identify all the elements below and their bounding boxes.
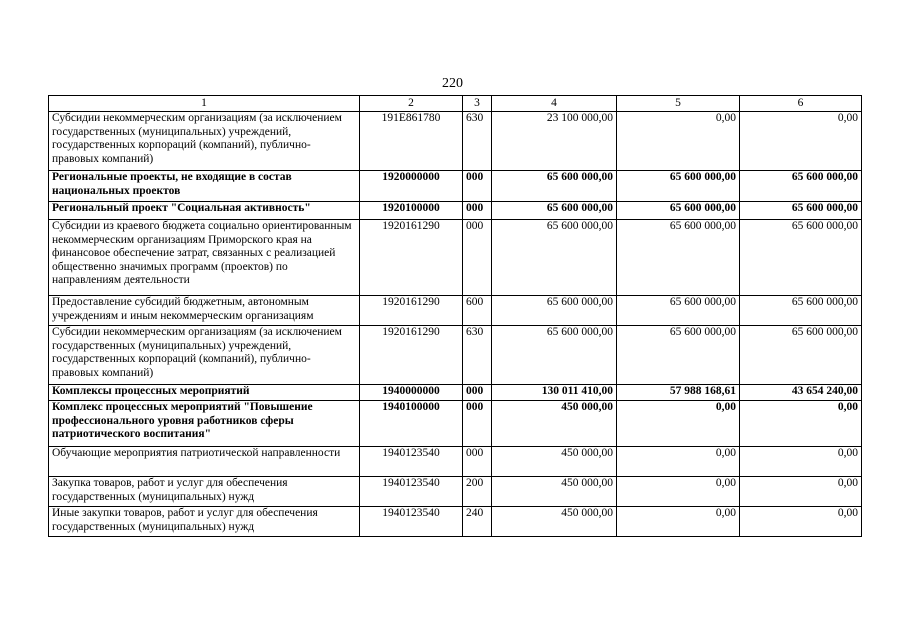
row-name: Закупка товаров, работ и услуг для обеспечения государственных (муниципальных) нужд (49, 477, 360, 507)
row-value-2: 57 988 168,61 (617, 385, 740, 401)
row-value-1: 65 600 000,00 (492, 220, 617, 296)
row-value-1: 65 600 000,00 (492, 296, 617, 326)
table-row (49, 401, 862, 447)
row-name: Субсидии некоммерческим организациям (за исключением государственных (муниципальных) учреждений, государственных корпораций (компаний), публично-правовых компаний) (49, 326, 360, 385)
row-name: Комплекс процессных мероприятий "Повышение профессионального уровня работников сферы патриотического воспитания" (49, 401, 360, 447)
table-header-row (49, 96, 862, 112)
row-value-2: 0,00 (617, 507, 740, 537)
header-cell-value-3: 6 (740, 96, 862, 112)
row-value-3: 65 600 000,00 (740, 171, 862, 202)
header-cell-value-1: 4 (492, 96, 617, 112)
header-cell-code: 2 (360, 96, 463, 112)
row-value-3: 0,00 (740, 401, 862, 447)
row-type: 200 (463, 477, 492, 507)
row-value-3: 0,00 (740, 507, 862, 537)
header-cell-type: 3 (463, 96, 492, 112)
row-value-1: 65 600 000,00 (492, 202, 617, 220)
row-value-1: 65 600 000,00 (492, 326, 617, 385)
row-name: Субсидии некоммерческим организациям (за исключением государственных (муниципальных) учреждений, государственных корпораций (компаний), публично-правовых компаний) (49, 112, 360, 171)
row-code: 1940000000 (360, 385, 463, 401)
row-value-1: 23 100 000,00 (492, 112, 617, 171)
row-code: 1920000000 (360, 171, 463, 202)
row-code: 1920100000 (360, 202, 463, 220)
table-row (49, 447, 862, 477)
table-row (49, 326, 862, 385)
row-code: 1920161290 (360, 296, 463, 326)
row-value-1: 450 000,00 (492, 507, 617, 537)
row-code: 1940123540 (360, 447, 463, 477)
table-row (49, 477, 862, 507)
row-value-3: 65 600 000,00 (740, 202, 862, 220)
row-value-2: 0,00 (617, 401, 740, 447)
row-value-3: 65 600 000,00 (740, 220, 862, 296)
row-value-2: 65 600 000,00 (617, 296, 740, 326)
row-code: 1940100000 (360, 401, 463, 447)
row-type: 000 (463, 385, 492, 401)
header-cell-value-2: 5 (617, 96, 740, 112)
row-value-3: 0,00 (740, 112, 862, 171)
table-row (49, 296, 862, 326)
row-value-1: 450 000,00 (492, 477, 617, 507)
row-type: 000 (463, 401, 492, 447)
row-type: 240 (463, 507, 492, 537)
row-code: 1920161290 (360, 220, 463, 296)
row-value-3: 65 600 000,00 (740, 296, 862, 326)
table-row (49, 202, 862, 220)
row-name: Комплексы процессных мероприятий (49, 385, 360, 401)
row-value-3: 0,00 (740, 477, 862, 507)
row-name: Региональный проект "Социальная активность" (49, 202, 360, 220)
row-type: 630 (463, 112, 492, 171)
row-value-1: 65 600 000,00 (492, 171, 617, 202)
row-type: 000 (463, 171, 492, 202)
page-number: 220 (442, 76, 463, 91)
row-code: 191E861780 (360, 112, 463, 171)
row-type: 600 (463, 296, 492, 326)
row-value-2: 0,00 (617, 477, 740, 507)
row-name: Обучающие мероприятия патриотической направленности (49, 447, 360, 477)
row-value-1: 450 000,00 (492, 447, 617, 477)
row-value-1: 130 011 410,00 (492, 385, 617, 401)
row-code: 1940123540 (360, 477, 463, 507)
row-type: 000 (463, 220, 492, 296)
row-value-2: 0,00 (617, 112, 740, 171)
row-value-1: 450 000,00 (492, 401, 617, 447)
row-value-2: 0,00 (617, 447, 740, 477)
table-row (49, 171, 862, 202)
row-value-2: 65 600 000,00 (617, 202, 740, 220)
row-value-2: 65 600 000,00 (617, 326, 740, 385)
table-row (49, 507, 862, 537)
row-type: 000 (463, 447, 492, 477)
row-value-3: 65 600 000,00 (740, 326, 862, 385)
table-row (49, 385, 862, 401)
table-row (49, 112, 862, 171)
row-name: Субсидии из краевого бюджета социально ориентированным некоммерческим организациям Приморского края на финансовое обеспечение затрат, связанных с реализацией общественно значимых программ (проектов) по направлениям деятельности (49, 220, 360, 296)
row-name: Иные закупки товаров, работ и услуг для обеспечения государственных (муниципальных) нужд (49, 507, 360, 537)
row-name: Предоставление субсидий бюджетным, автономным учреждениям и иным некоммерческим организациям (49, 296, 360, 326)
row-code: 1920161290 (360, 326, 463, 385)
row-value-3: 43 654 240,00 (740, 385, 862, 401)
row-value-3: 0,00 (740, 447, 862, 477)
header-cell-name: 1 (49, 96, 360, 112)
budget-table (48, 95, 862, 537)
row-code: 1940123540 (360, 507, 463, 537)
row-type: 630 (463, 326, 492, 385)
row-value-2: 65 600 000,00 (617, 220, 740, 296)
row-name: Региональные проекты, не входящие в состав национальных проектов (49, 171, 360, 202)
table-row (49, 220, 862, 296)
row-type: 000 (463, 202, 492, 220)
row-value-2: 65 600 000,00 (617, 171, 740, 202)
